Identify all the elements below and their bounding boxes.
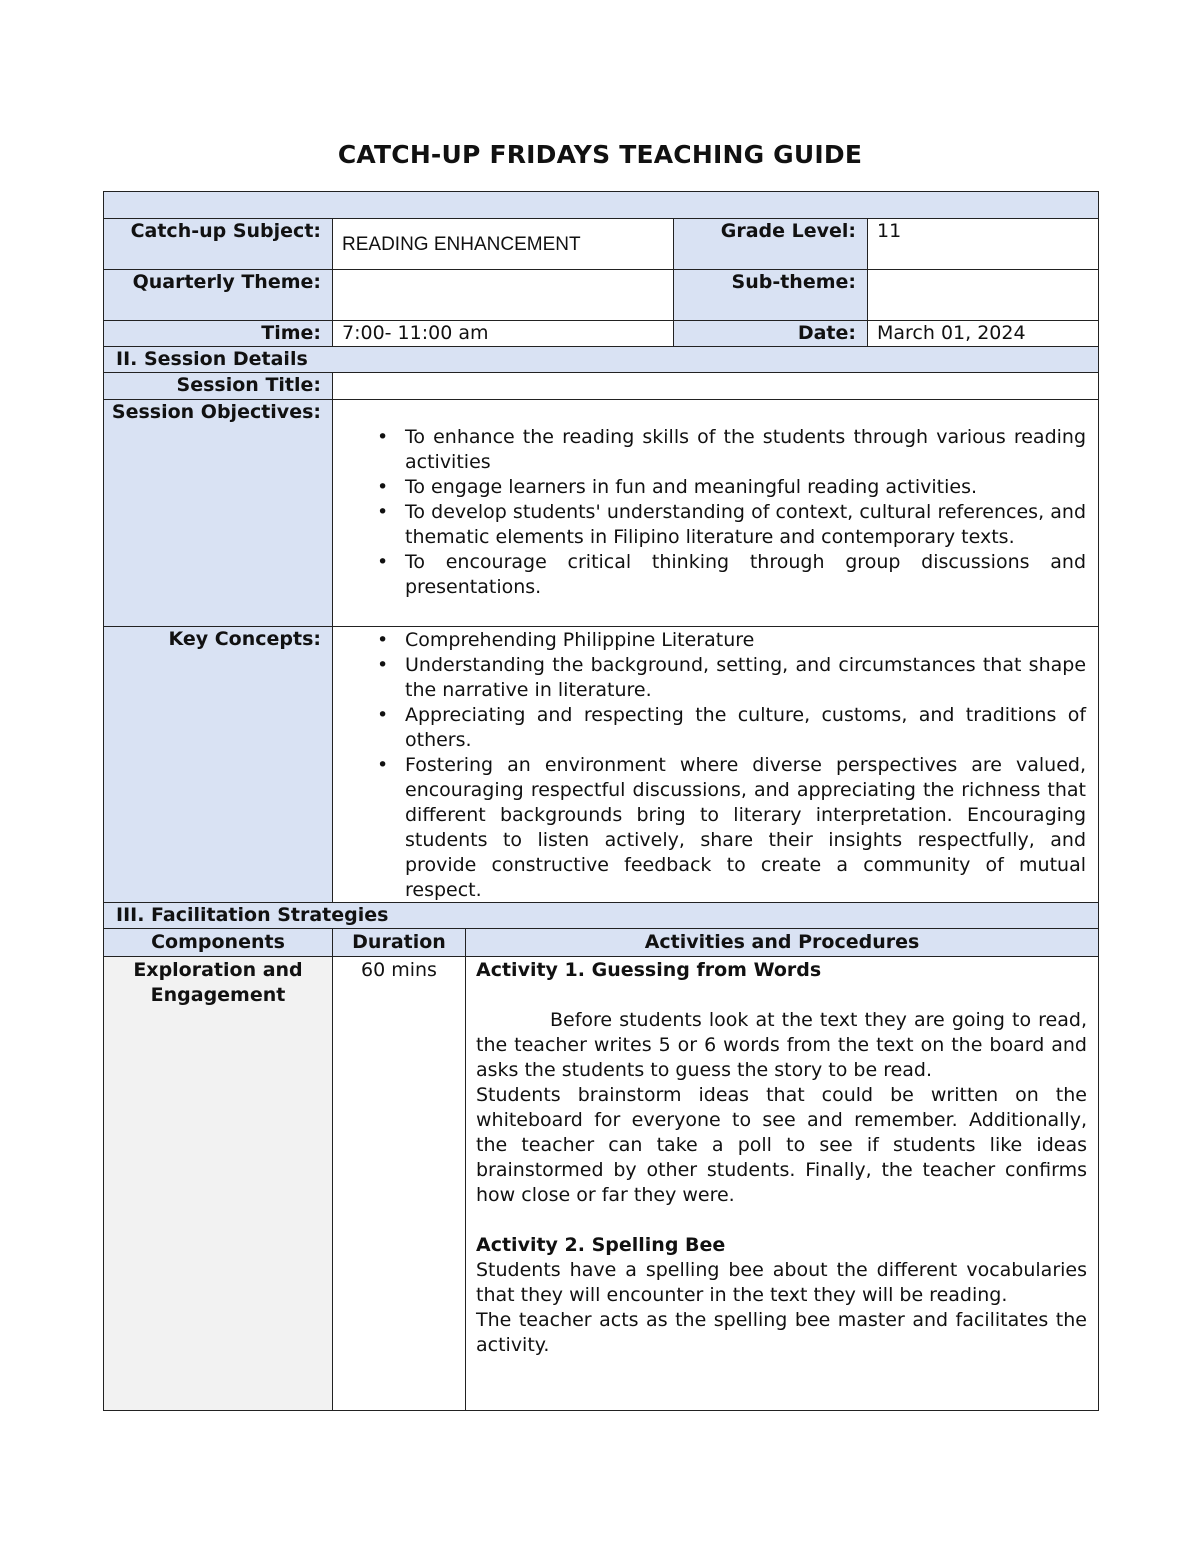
concept-text: Understanding the background, setting, and circumstances that shape the narrative in literature. [405,653,1087,701]
activities-cell [466,957,1099,1411]
facilitation-heading: III. Facilitation Strategies [104,903,1099,929]
objective-text: To engage learners in fun and meaningful reading activities. [405,475,978,498]
list-item [334,500,1097,550]
bullet-icon: • [377,653,389,676]
key-concepts-list [334,628,1097,903]
list-item [334,425,1097,475]
activity-2-paragraph-2: The teacher acts as the spelling bee master and facilitates the activity. [476,1309,1087,1356]
spacer [476,1208,1087,1233]
info-table [103,191,1099,348]
objective-text: To develop students' understanding of context, cultural references, and thematic elements in Filipino literature and contemporary texts. [405,500,1087,548]
component-cell: Exploration and Engagement [104,957,333,1411]
facilitation-table [103,902,1099,1411]
document-title: CATCH-UP FRIDAYS TEACHING GUIDE [337,140,863,169]
activity-1-paragraph-1: Before students look at the text they are going to read, the teacher writes 5 or 6 words from the text on the board and asks the students to guess the story to be read. [476,1009,1087,1081]
grade-label: Grade Level: [674,219,868,270]
list-item [334,475,1097,500]
theme-value [333,270,674,321]
spacer [476,983,1087,1008]
session-details-heading: II. Session Details [104,347,1099,373]
objectives-cell [333,399,1099,626]
activity-1-title: Activity 1. Guessing from Words [476,959,822,981]
list-item [334,550,1097,600]
duration-cell: 60 mins [333,957,466,1411]
bullet-icon: • [377,425,389,448]
key-concepts-cell [333,626,1099,904]
bullet-icon: • [377,475,389,498]
column-header-activities: Activities and Procedures [466,929,1099,957]
grade-value: 11 [868,219,1099,270]
theme-label: Quarterly Theme: [104,270,333,321]
time-value: 7:00- 11:00 am [333,321,674,348]
objective-text: To encourage critical thinking through group discussions and presentations. [405,550,1087,598]
list-item [334,703,1097,753]
subtheme-label: Sub-theme: [674,270,868,321]
date-label: Date: [674,321,868,348]
subject-value [333,219,674,270]
list-item [334,628,1097,653]
objective-text: To enhance the reading skills of the students through various reading activities [405,425,1087,473]
key-concepts-label: Key Concepts: [104,626,333,904]
subject-label: Catch-up Subject: [104,219,333,270]
header-band [104,192,1099,219]
bullet-icon: • [377,628,389,651]
subject-value-text: READING ENHANCEMENT [342,233,581,255]
concept-text: Comprehending Philippine Literature [405,628,755,651]
bullet-icon: • [377,550,389,573]
column-header-components: Components [104,929,333,957]
session-title-label: Session Title: [104,373,333,400]
time-label: Time: [104,321,333,348]
objectives-label: Session Objectives: [104,399,333,626]
bullet-icon: • [377,703,389,726]
column-header-duration: Duration [333,929,466,957]
list-item [334,753,1097,903]
bullet-icon: • [377,500,389,523]
date-value: March 01, 2024 [868,321,1099,348]
objectives-list [334,425,1097,600]
list-item [334,653,1097,703]
concept-text: Appreciating and respecting the culture, customs, and traditions of others. [405,703,1087,751]
concept-text: Fostering an environment where diverse perspectives are valued, encouraging respectful discussions, and appreciating the richness that different backgrounds bring to literary interpretation. Encouraging students to listen actively, share their insights respectfully, and provide constructive feedback to create a community of mutual respect. [405,753,1087,901]
session-title-value [333,373,1099,400]
session-table [103,346,1099,905]
subtheme-value [868,270,1099,321]
activity-2-title: Activity 2. Spelling Bee [476,1234,726,1256]
bullet-icon: • [377,753,389,776]
activity-2-paragraph-1: Students have a spelling bee about the different vocabularies that they will encounter in the text they will be reading. [476,1259,1087,1306]
activity-1-paragraph-2: Students brainstorm ideas that could be written on the whiteboard for everyone to see and remember. Additionally, the teacher can take a poll to see if students like ideas brainstormed by other students. Finally, the teacher confirms how close or far they were. [476,1084,1087,1206]
